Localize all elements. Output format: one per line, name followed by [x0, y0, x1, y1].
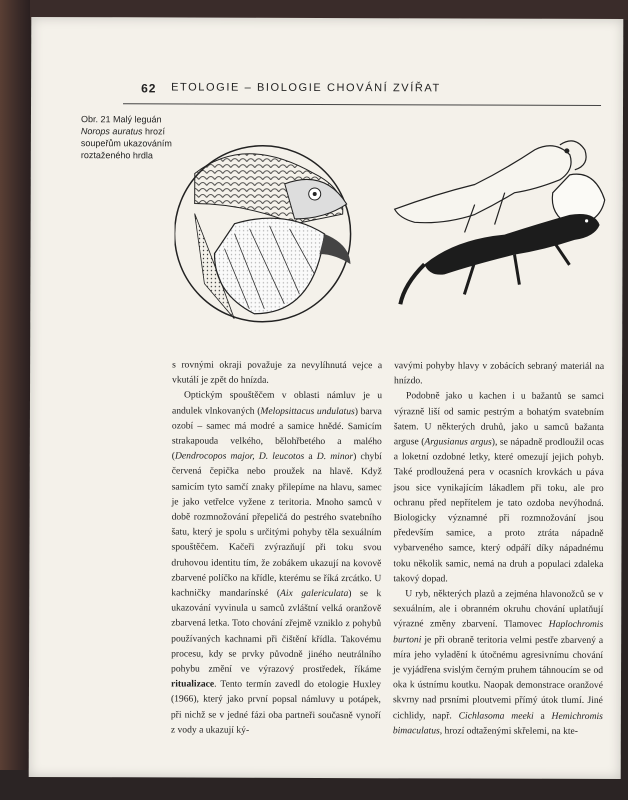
paragraph: s rovnými okraji považuje za nevylíhnutá vejce a vkutálí je zpět do hnízda.	[172, 359, 383, 387]
latin-name: Cichlasoma meeki	[458, 710, 534, 722]
text-run: . Tento termín zavedl do etologie Huxley (1966), který jako první popsal námluvy u potápek, při nichž se v jedné fázi oba partneři současně vynoří z vody a ukazují ký-	[170, 678, 382, 736]
running-head: ETOLOGIE – BIOLOGIE CHOVÁNÍ ZVÍŘAT	[171, 81, 441, 95]
latin-name: Dendrocopos major, D. leucotos	[174, 450, 305, 463]
term-bold: ritualizace	[170, 678, 215, 690]
column-right	[393, 358, 604, 739]
paragraph	[393, 389, 604, 587]
lizard-illustration	[174, 113, 615, 355]
latin-name: Haplochromis burtoni	[393, 619, 604, 645]
book-page	[29, 17, 624, 779]
caption-prefix: Obr. 21 Malý leguán	[80, 114, 162, 125]
caption-rest: hrozí soupeřům ukazováním roztaženého hrdla	[80, 126, 172, 161]
text-run: Optickým spouštěčem v oblasti námluv je u andulek vlnkovaných (	[171, 389, 383, 417]
text-run: je při obraně teritoria velmi pestře zbarvený a míra jeho vyladění k útočnému agresivnímu chování je vyjádřena svislým černým pruhem táhnoucím se od oka k ústnímu koutku. Naopak demonstrace oranžové skvrny nad prsními ploutvemi přímý útok tlumí. Jiné cichlidy, např.	[392, 633, 604, 722]
paragraph	[393, 586, 604, 739]
text-run: ), se nápadně prodloužil ocas a loketní ozdobné letky, které omezují jejich pohyb. Také prodloužená pera v ocasních krovkách u páva jsou sice vynikajícím lákadlem při toku, ale pro ochranu před nepřítelem je tato ozdoba nevýhodná. Biologicky významné při rozmnožování jsou především samice, a proto ztráta nápadně vybarveného samce, který odpáří díky nápadnému toku několik samic, nemá na druh a populaci zdaleka takový dopad.	[393, 436, 604, 585]
lizard-dark-figure	[400, 213, 599, 305]
latin-name: Hemichromis bimaculatus	[392, 710, 603, 737]
text-run: ) se k ukazování vyvinula u samců zvláštní velká oranžově zbarvená letka. Toto chování zřejmě vzniklo z pohybů používaných kachnami při čištění křídla. Takovému procesu, kdy se prvky původně jiného neutrálního pohybu změní ve výrazový prostředek, říkáme	[171, 588, 382, 676]
text-run: ) barva ozobí – samec má modré a samice hnědé. Samicím strakapouda velkého, bělohřbetého a malého (	[171, 405, 382, 462]
circle-detail	[174, 145, 351, 322]
latin-name: Melopsittacus undulatus	[260, 405, 355, 417]
column-left	[171, 357, 382, 738]
text-run: Podobně jako u kachen i u bažantů se samci výrazně liší od samic pestrým a bohatým svatebním šatem. U některých druhů, jako u samců bažanta arguse (	[393, 390, 605, 448]
latin-name: Argusianus argus	[424, 436, 492, 448]
text-run: ) chybí červená čepička nebo proužek na hlavě. Když samicím tyto samčí znaky přilepíme na hlavu, samec je jako vetřelce vyžene z teritoria. Mnoho samců v době rozmnožování přepeličá do pestrého svatebního šatu, který je spolu s určitými pohyby těla sexuálním spouštěčem. Kačeři zvýrazňují při toku svou druhovou identitu tím, že zobákem ukazují na kovově zbarvené políčko na křídle, kterému se říká zrcátko. U kachničky mandarínské (	[171, 451, 382, 599]
text-run: a	[304, 451, 317, 463]
page-number: 62	[141, 81, 157, 96]
text-run: a	[533, 710, 552, 722]
latin-name: Aix galericulata	[280, 587, 349, 600]
header-rule	[123, 103, 601, 106]
paragraph	[171, 388, 382, 738]
text-run: U ryb, některých plazů a zejména hlavonožců se v sexuálním, ale i obranném okruhu chování uplatňují výrazné změny zbarvení. Tlamovec	[393, 588, 604, 631]
scan-background-left	[0, 0, 30, 800]
caption-species: Norops auratus	[80, 126, 143, 137]
text-run: , hrozí odtaženými skřelemi, na kte-	[439, 725, 579, 737]
paragraph: vavými pohyby hlavy v zobácích sebraný materiál na hnízdo.	[394, 360, 605, 387]
text-columns	[170, 357, 612, 737]
latin-name: D. minor	[316, 451, 354, 463]
